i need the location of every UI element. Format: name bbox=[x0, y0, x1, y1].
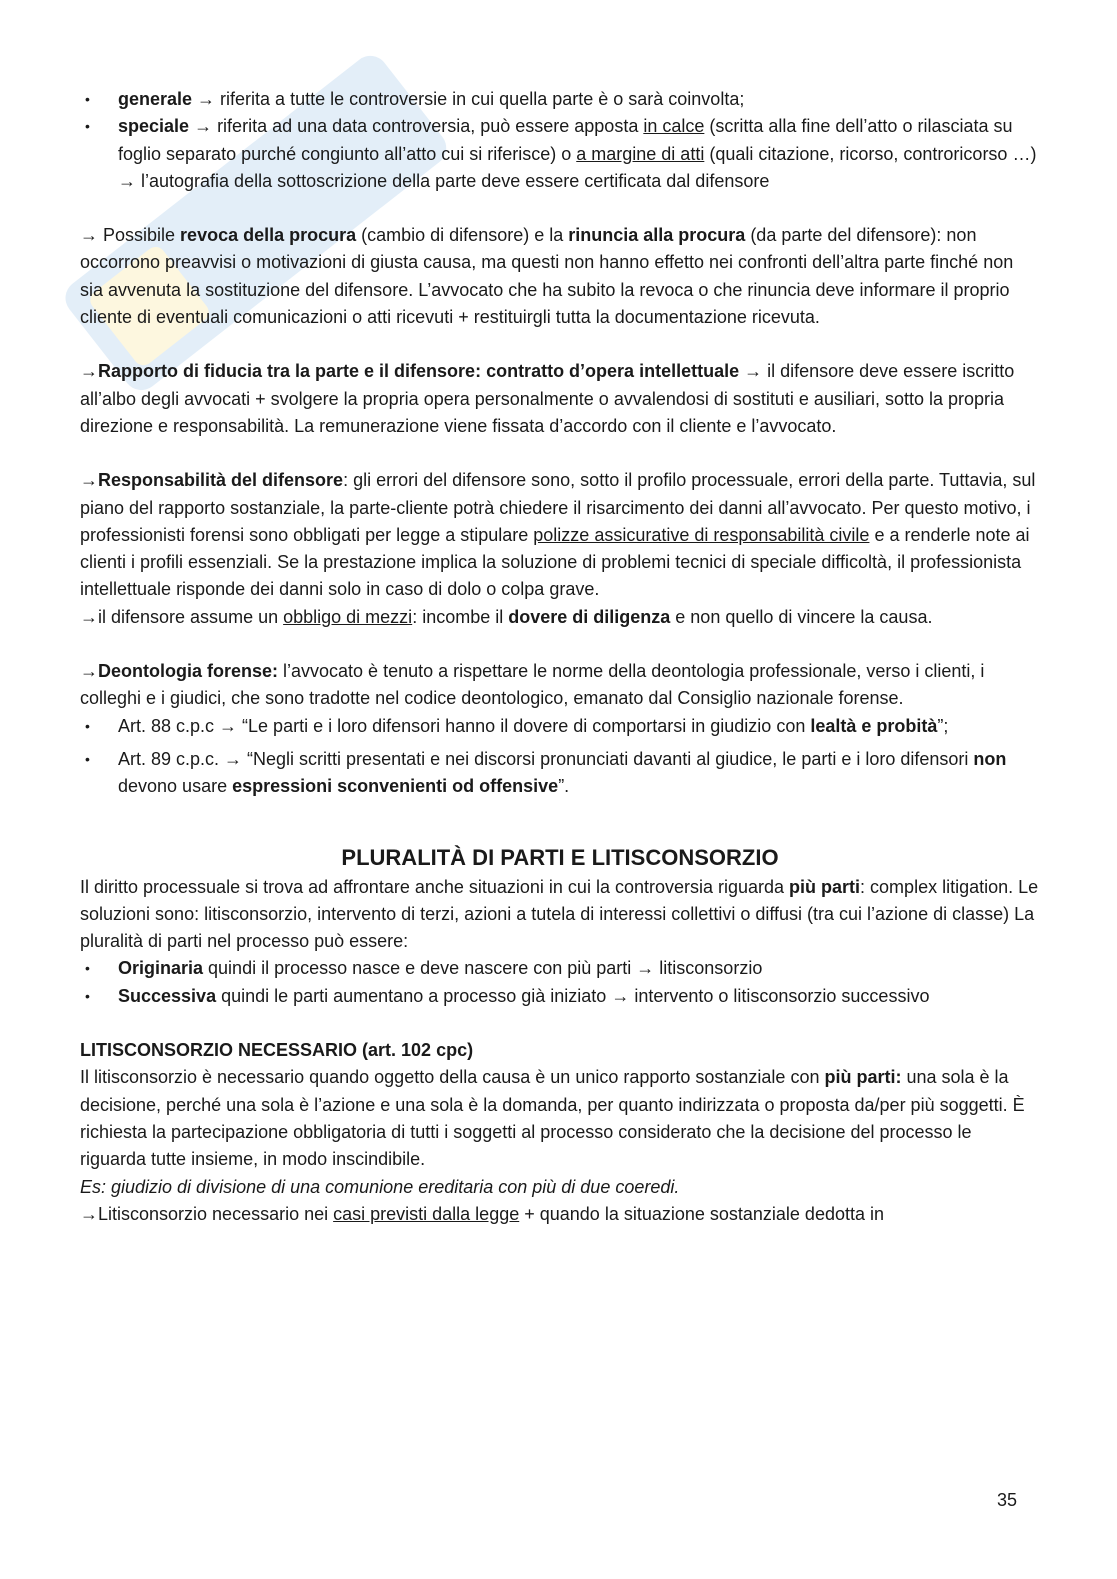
articles-list bbox=[80, 713, 1040, 801]
paragraph-fiducia: →Rapporto di fiducia tra la parte e il difensore: contratto d’opera intellettuale → il difensore deve essere iscritto all’albo degli avvocati + svolgere la propria opera personalmente o avvalendosi di sostituti e ausiliari, sotto la propria direzione e responsabilità. La remunerazione viene fissata d’accordo con il cliente e l’avvocato. bbox=[80, 361, 1015, 436]
paragraph-responsabilita: →Responsabilità del difensore: gli errori del difensore sono, sotto il profilo processuale, errori della parte. Tuttavia, sul piano del rapporto sostanziale, la parte-cliente potrà chiedere il risarcimento dei danni all’avvocato. Per questo motivo, i professionisti forensi sono obbligati per legge a stipulare polizze assicurative di responsabilità civile e a renderle note ai clienti i profili essenziali. Se la prestazione implica la soluzione di problemi tecnici di speciale difficoltà, il professionista intellettuale risponde dei danni solo in caso di dolo o colpa grave. bbox=[80, 470, 1036, 600]
document-page bbox=[80, 86, 1040, 1228]
list-item: • Art. 88 c.p.c → “Le parti e i loro difensori hanno il dovere di comportarsi in giudizio con lealtà e probità”; bbox=[80, 713, 1040, 740]
example-text: Es: giudizio di divisione di una comunione ereditaria con più di due coeredi. bbox=[80, 1176, 680, 1197]
bullet-icon: • bbox=[85, 717, 90, 734]
list-item: • generale → riferita a tutte le controversie in cui quella parte è o sarà coinvolta; bbox=[80, 86, 1040, 113]
subsection-title: LITISCONSORZIO NECESSARIO (art. 102 cpc) bbox=[80, 1040, 474, 1061]
paragraph-deontologia: →Deontologia forense: l’avvocato è tenuto a rispettare le norme della deontologia professionale, verso i clienti, i colleghi e i giudici, che sono tradotte nel codice deontologico, emanato dal Consiglio nazionale forense. bbox=[80, 661, 985, 709]
procura-type-list bbox=[80, 86, 1040, 195]
bullet-icon: • bbox=[85, 91, 90, 107]
bullet-icon: • bbox=[85, 960, 90, 977]
paragraph-revoca: → Possibile revoca della procura (cambio di difensore) e la rinuncia alla procura (da parte del difensore): non occorrono preavvisi o motivazioni di giusta causa, ma questi non hanno effetto nei confronti dell’altra parte finché non sia avvenuta la sostituzione del difensore. L’avvocato che ha subito la revoca o che rinuncia deve informare il proprio cliente di eventuali comunicazioni o atti ricevuti + restituirgli tutta la documentazione ricevuta. bbox=[80, 225, 1014, 328]
list-item: • speciale → riferita ad una data controversia, può essere apposta in calce (scritta alla fine dell’atto o rilasciata su foglio separato purché congiunto all’atto cui si riferisce) o a margine di atti (quali citazione, ricorso, controricorso …) → l’autografia della sottoscrizione della parte deve essere certificata dal difensore bbox=[80, 113, 1040, 195]
list-item: • Art. 89 c.p.c. → “Negli scritti presentati e nei discorsi pronunciati davanti al giudice, le parti e i loro difensori non devono usare espressioni sconvenienti od offensive”. bbox=[80, 746, 1040, 801]
bullet-icon: • bbox=[85, 118, 90, 135]
list-item: • Originaria quindi il processo nasce e deve nascere con più parti → litisconsorzio bbox=[80, 955, 1040, 982]
pluralita-list bbox=[80, 955, 1040, 1010]
paragraph-necessario: Il litisconsorzio è necessario quando oggetto della causa è un unico rapporto sostanziale con più parti: una sola è la decisione, perché una sola è l’azione e una sola è la domanda, per quanto indirizzata o proposta da/per più soggetti. È richiesta la partecipazione obbligatoria di tutti i soggetti al processo considerato che la decisione del processo le riguarda tutte insieme, in modo inscindibile. bbox=[80, 1067, 1025, 1170]
paragraph-obbligo-mezzi: →il difensore assume un obbligo di mezzi: incombe il dovere di diligenza e non quello di vincere la causa. bbox=[80, 606, 933, 627]
page-number: 35 bbox=[997, 1490, 1018, 1510]
bullet-icon: • bbox=[85, 750, 90, 767]
paragraph-casi-legge: →Litisconsorzio necessario nei casi previsti dalla legge + quando la situazione sostanziale dedotta in bbox=[80, 1203, 884, 1224]
section-title: PLURALITÀ DI PARTI E LITISCONSORZIO bbox=[341, 844, 779, 870]
paragraph-pluralita: Il diritto processuale si trova ad affrontare anche situazioni in cui la controversia riguarda più parti: complex litigation. Le soluzioni sono: litisconsorzio, intervento di terzi, azioni a tutela di interessi collettivi o diffusi (tra cui l’azione di classe) La pluralità di parti nel processo può essere: bbox=[80, 876, 1039, 952]
list-item: • Successiva quindi le parti aumentano a processo già iniziato → intervento o litisconsorzio successivo bbox=[80, 983, 1040, 1010]
bullet-icon: • bbox=[85, 987, 90, 1004]
